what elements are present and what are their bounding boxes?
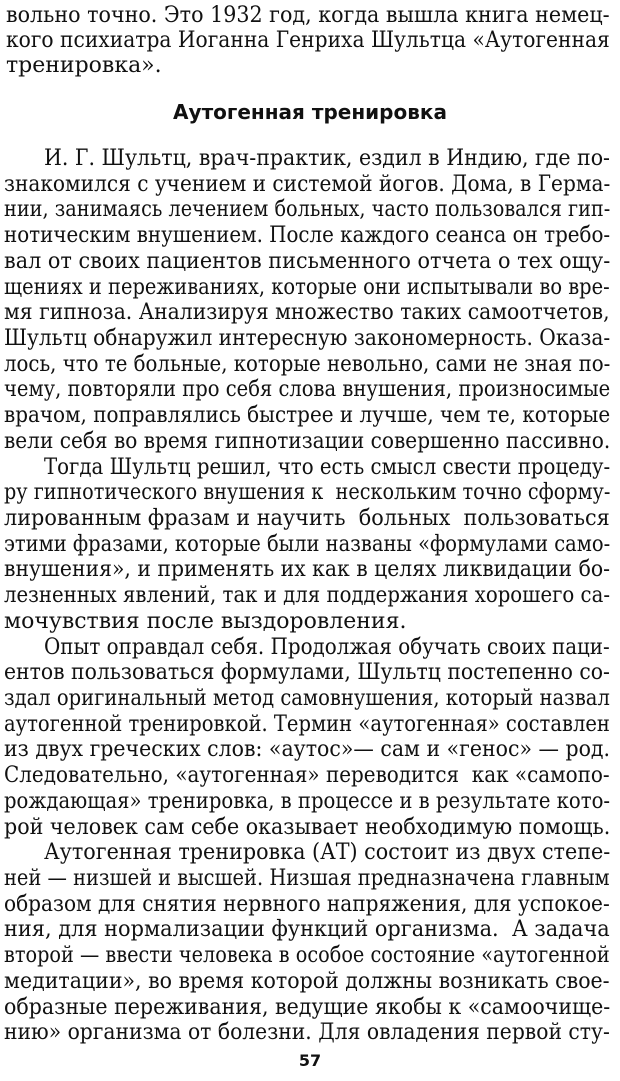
text-line: здал оригинальный метод самовнушения, который назвал: [4, 686, 610, 711]
text-line: медитации», во время которой должны возникать свое-: [4, 968, 610, 994]
text-line: чему, повторяли про себя слова внушения, произносимые: [4, 377, 611, 403]
page-number: 57: [298, 1051, 322, 1070]
text-line: лированным фразам и научить больных пользоваться: [4, 506, 610, 531]
text-line: Шультц обнаружил интересную закономерность. Оказа-: [4, 326, 611, 351]
text-line: мя гипноза. Анализируя множество таких самоотчетов,: [4, 300, 610, 326]
text-line: Аутогенная тренировка (АТ) состоит из двух степе-: [44, 840, 611, 866]
text-line: образные переживания, ведущие якобы к «самоочище-: [4, 994, 611, 1020]
text-line: внушения», и применять их как в целях ликвидации бо-: [4, 557, 610, 583]
text-line: рой человек сам себе оказывает необходимую помощь.: [4, 814, 611, 840]
text-line: вели себя во время гипнотизации совершенно пассивно.: [4, 428, 611, 454]
text-line: щениях и переживаниях, которые они испытывали во вре-: [4, 274, 610, 300]
text-line: аутогенной тренировкой. Термин «аутогенная» составлен: [4, 711, 610, 737]
text-line: образом для снятия нервного напряжения, для успокое-: [4, 891, 610, 917]
text-line: нотическим внушением. После каждого сеанса он требо-: [4, 223, 611, 249]
text-line: Тогда Шультц решил, что есть смысл свести процеду-: [44, 454, 611, 480]
text-line: из двух греческих слов: «аутос»— сам и «генос» — род.: [4, 737, 611, 763]
text-line: ния, для нормализации функций организма. А задача: [4, 917, 610, 943]
text-line: ентов пользоваться формулами, Шультц постепенно со-: [4, 660, 610, 686]
text-line: Следовательно, «аутогенная» переводится как «самопо-: [4, 763, 610, 789]
text-line: ней — низшей и высшей. Низшая предназначена главным: [4, 866, 610, 891]
text-line: тренировка».: [6, 53, 162, 78]
text-line: нии, занимаясь лечением больных, часто пользовался гип-: [4, 197, 611, 223]
text-line: рождающая» тренировка, в процессе и в результате кото-: [4, 788, 610, 814]
text-line: лезненных явлений, так и для поддержания хорошего са-: [4, 583, 610, 609]
text-line: кого психиатра Иоганна Генриха Шультца «Аутогенная: [6, 28, 610, 53]
text-line: вал от своих пациентов письменного отчета о тех ощу-: [4, 248, 611, 274]
text-line: лось, что те больные, которые невольно, сами не зная по-: [4, 351, 611, 377]
section-heading: Аутогенная тренировка: [173, 100, 447, 124]
text-line: врачом, поправлялись быстрее и лучше, чем те, которые: [4, 403, 611, 429]
text-line: ру гипнотического внушения к нескольким точно сформу-: [4, 480, 611, 506]
text-line: вольно точно. Это 1932 год, когда вышла книга немец-: [6, 3, 610, 28]
text-line: И. Г. Шультц, врач-практик, ездил в Индию, где по-: [44, 146, 610, 171]
text-line: этими фразами, которые были названы «формулами само-: [4, 531, 611, 557]
text-line: знакомился с учением и системой йогов. Дома, в Герма-: [4, 171, 611, 197]
text-line: нию» организма от болезни. Для овладения первой сту-: [4, 1020, 610, 1046]
text-line: мочувствия после выздоровления.: [4, 608, 407, 634]
text-line: Опыт оправдал себя. Продолжая обучать своих паци-: [44, 634, 610, 660]
text-line: второй — ввести человека в особое состояние «аутогенной: [4, 943, 610, 969]
